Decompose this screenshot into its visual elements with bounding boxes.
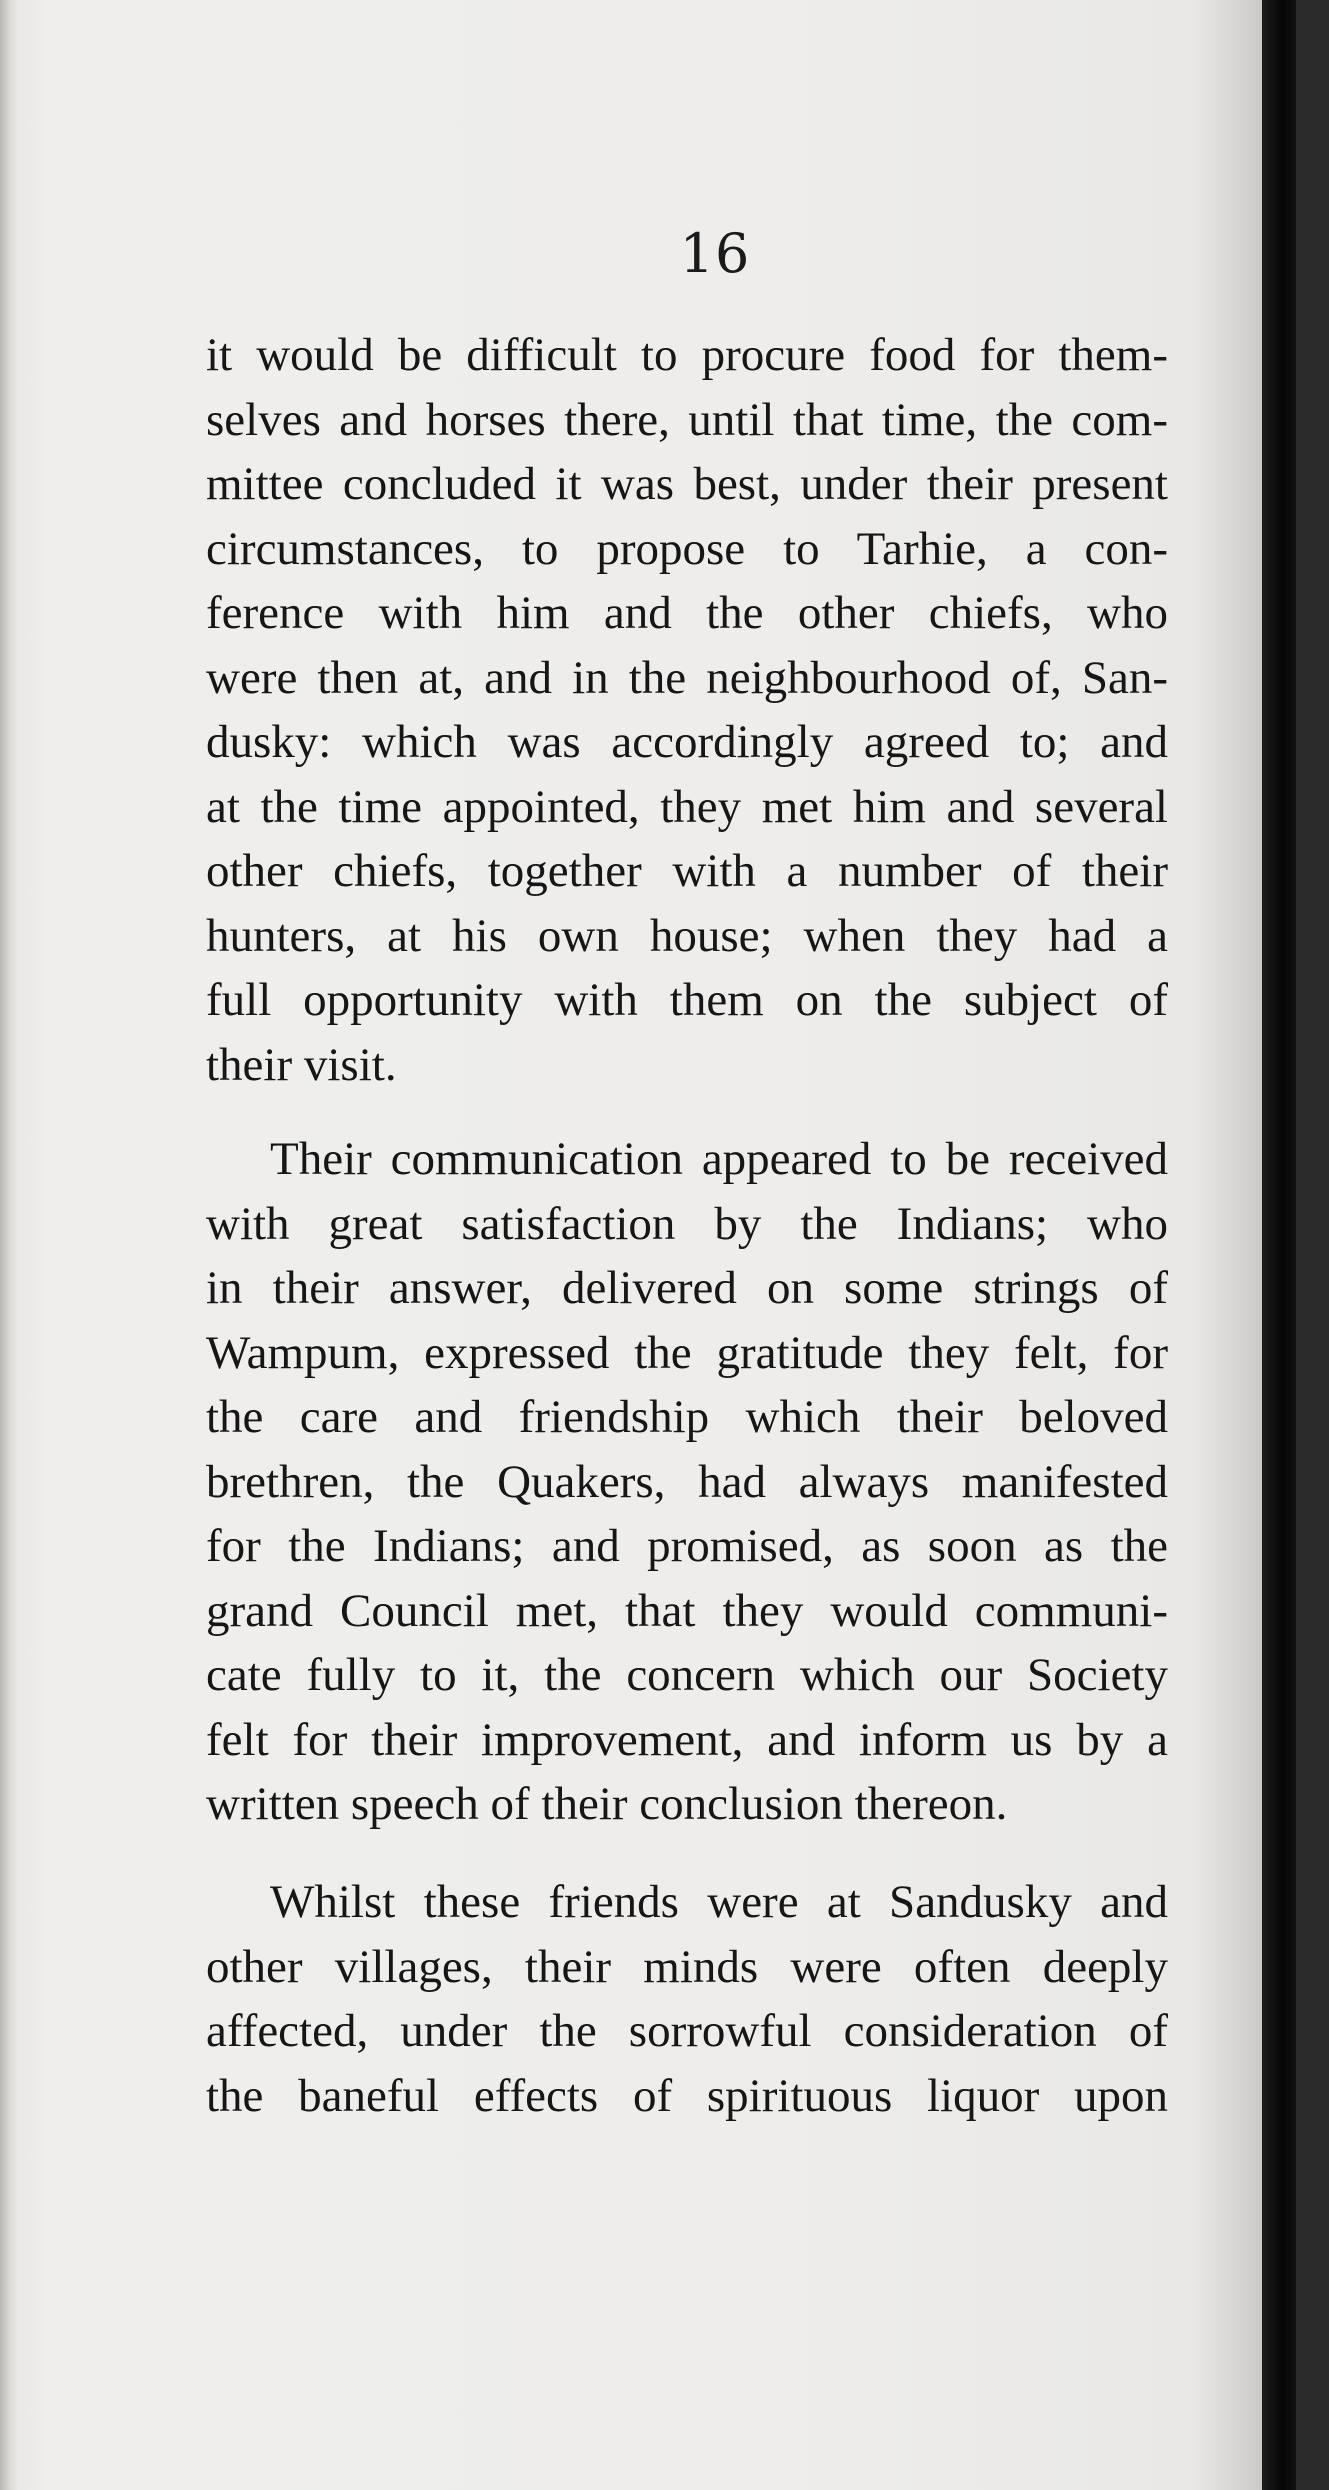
text-line: felt for their improvement, and inform us by a [206, 1713, 1168, 1766]
text-line: were then at, and in the neighbourhood of, San- [206, 651, 1168, 704]
text-line: other villages, their minds were often deeply [206, 1940, 1168, 1993]
text-line: Their communication appeared to be received [270, 1133, 1168, 1185]
text-line: full opportunity with them on the subject of [206, 974, 1168, 1026]
paragraph-2 [206, 1127, 1168, 1837]
text-line: their visit. [206, 1038, 397, 1091]
text-line: Wampum, expressed the gratitude they felt, for [206, 1326, 1168, 1379]
page-number: 16 [679, 222, 751, 285]
text-line: written speech of their conclusion thereon. [206, 1778, 1008, 1830]
text-line: in their answer, delivered on some strings of [206, 1262, 1168, 1314]
text-line: affected, under the sorrowful consideration of [206, 2005, 1168, 2057]
text-line: grand Council met, that they would communi- [206, 1584, 1168, 1637]
text-line: other chiefs, together with a number of their [206, 845, 1168, 897]
spine-shadow [1262, 0, 1296, 2490]
text-line: dusky: which was accordingly agreed to; and [206, 716, 1168, 768]
text-line: at the time appointed, they met him and several [206, 780, 1168, 833]
text-line: the care and friendship which their beloved [206, 1391, 1168, 1443]
text-line: cate fully to it, the concern which our Society [206, 1649, 1168, 1701]
text-line: for the Indians; and promised, as soon as the [206, 1520, 1168, 1572]
text-line: Whilst these friends were at Sandusky and [270, 1876, 1168, 1928]
text-line: ference with him and the other chiefs, who [206, 587, 1168, 639]
text-line: it would be difficult to procure food for them- [206, 329, 1168, 381]
text-line: hunters, at his own house; when they had a [206, 909, 1168, 962]
text-line: the baneful effects of spirituous liquor upon [206, 2069, 1168, 2122]
text-line: mittee concluded it was best, under their present [206, 458, 1168, 510]
page-left-edge [0, 0, 18, 2490]
text-line: with great satisfaction by the Indians; who [206, 1197, 1168, 1250]
text-line: circumstances, to propose to Tarhie, a con- [206, 522, 1168, 575]
text-line: brethren, the Quakers, had always manifested [206, 1455, 1168, 1508]
paragraph-1 [206, 323, 1168, 1097]
text-line: selves and horses there, until that time, the com- [206, 393, 1168, 446]
paragraph-3 [206, 1870, 1168, 2128]
